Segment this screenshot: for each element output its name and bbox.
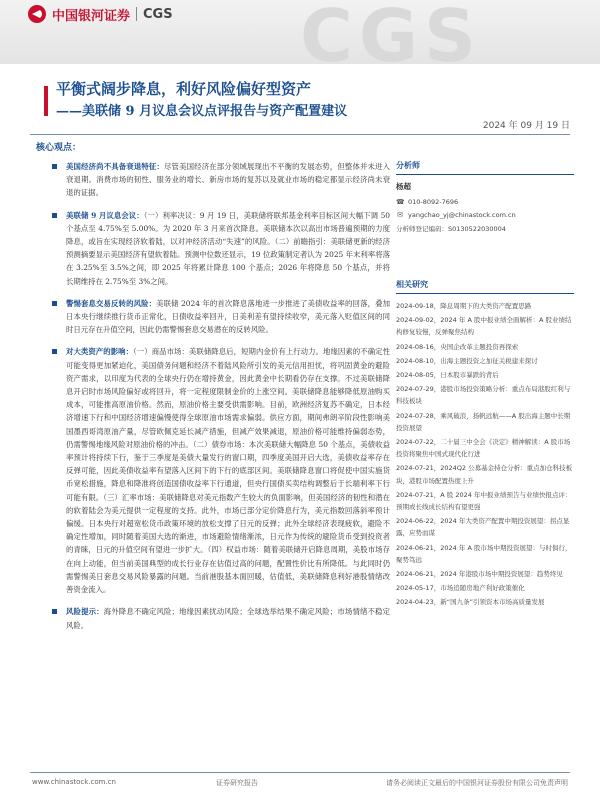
paragraph-carry-trade xyxy=(50,297,390,337)
paragraph-lead: 风险提示： xyxy=(66,607,104,617)
paragraph-lead: 美联储 9 月议息会议： xyxy=(66,210,144,220)
phone-icon: ☎ xyxy=(396,198,405,206)
paragraph-economy xyxy=(50,160,390,200)
analyst-registration: 分析师登记编码：S0130522030004 xyxy=(396,225,506,233)
analyst-name: 杨超 xyxy=(396,182,411,191)
paragraph-risk xyxy=(50,605,390,631)
related-item[interactable]: 2024-04-23，新“国九条”引领资本市场高质量发展 xyxy=(396,598,545,607)
related-item[interactable]: 2024-08-05，日本股市暴跌的背后 xyxy=(396,371,499,380)
related-item[interactable]: 2024-07-28，乘风破浪，扬帆远航——A 股出海主题中长期投资展望 xyxy=(396,411,571,432)
related-research xyxy=(396,279,574,609)
bullet-icon xyxy=(52,164,57,169)
related-item[interactable]: 2024-06-22，2024 年大类资产配置中期投资展望：拐点显露，应势而谋 xyxy=(396,517,570,538)
paragraph-text: 美联储 2024 年的首次降息落地进一步推进了美债收益率的回落，叠加日本央行继续推行货币正常化，日债收益率回升，日美利差有望持续收窄，美元落入贬值区间的同时日元存在升值空间，因此仍需警惕套息交易潜在的反转风险。 xyxy=(66,298,390,335)
sidebar xyxy=(396,160,574,611)
paragraph-text: （一）商品市场：美联储降息后，短期内金价有上行动力。地缘因素的不确定性可能变得更加紧迫化，美国债务问题和经济不着陆风险所引发的美元信用担忧，将巩固黄金的避险资产需求，以印度为代表的全球央行仍在增持黄金，因此黄金中长期看仍存在支撑。不过美联储降息开启时市场风险偏好或将回升，将一定程度限制金价的上涨空间。美联储降息能够降低原油购买成本，可能推高原油价格。然而，原油价格主要受供需影响。目前，欧洲经济复苏不确定，日本经济增速下行和中国经济增速偏慢使得全球原油市场需求偏弱。供应方面，期间弗朗辛阶段性影响美国墨西哥湾原油产量，尽管欧佩克延长减产措施，但减产效果减退，原油价格可能维持偏弱态势，仍需警惕地缘风险对原油价格的冲击。（二）债券市场：本次美联储大幅降息 50 个基点，美债收益率预计将持续下行，鉴于三季度是美债大量发行的窗口期，四季度美国开启大选，美债收益率存在反弹可能，因此美债收益率有望落入区间下的下行的底部区间。美联储降息窗口将促使中国实施货币宽松措施，降息和降准将创造国债收益率下行通道，但央行国债买卖结构调整后于长端利率下行可能有限。（三）汇率市场：美联储降息对美元指数产生较大的负面影响，但美国经济的韧性和潜在的软着陆会为美元提供一定程度的支持。此外，市场已部分定价降息行为，美元指数回落斜率预计偏缓。日本央行对超宽松货币政策环境的放松支撑了日元的反弹；此外全球经济表现疲软，避险不确定性增加，同时随着美国大选的渐进，市场避险情绪渐浓，日元作为传统的避险货币受到投资者的青睐，日元的升值空间有望进一步扩大。（四）权益市场：随着美联储开启降息周期，美股市场存在向上动能，但当前美国典型的成长行业存在估值过高的问题，配置性价比有所降低。与此同时仍需警惕美日套息交易风险暴露的问题。当前港股基本面回暖，估值低，美联储降息利好港股情绪改善资金流入。 xyxy=(66,347,390,595)
related-item[interactable]: 2024-08-10，出海主题投资之加征关税建来探讨 xyxy=(396,356,538,365)
related-item[interactable]: 2024-06-21，2024 年 A 股市场中期投资展望：与时俱行，聚势笃远 xyxy=(396,543,572,564)
email-icon: ✉ xyxy=(397,211,403,219)
related-item[interactable]: 2024-09-18，降息周期下的大类资产配置思路 xyxy=(396,302,532,310)
paragraph-text: （一）利率决议：9 月 19 日，美联储将联邦基金利率目标区间大幅下调 50 个基点至 4.75%至 5.00%。为 2020 年 3 月来首次降息。美联储本次以高出市场普遍预期的力度降息，或旨在实现经济软着陆，以对冲经济活动“失速”的风险。（二）前瞻指引：美联储更新的经济预测摘要显示美国经济有望软着陆。预测中位数还显示，19 位政策制定者认为 2025 年末利率将落在 3.25%至 3.5%之间，即 2025 年将累计降息 100 个基点；2026 年将降息 50 个基点，并将长期维持在 2.75%至 3%之间。 xyxy=(66,210,390,286)
related-item[interactable]: 2024-06-21，2024 年港股市场中期投资展望：趋势终见 xyxy=(396,570,563,579)
bullet-icon xyxy=(52,301,57,306)
email-address[interactable]: yangchao_yj@chinastock.com.cn xyxy=(408,211,516,219)
paragraph-fomc xyxy=(50,209,390,288)
report-title: 平衡式阔步降息，利好风险偏好型资产 xyxy=(56,80,312,98)
related-item[interactable]: 2024-08-16，央国企改革主题投资再探索 xyxy=(396,342,519,351)
report-date: 2024 年 09 月 19 日 xyxy=(482,121,570,131)
company-logo xyxy=(28,4,173,24)
banner-decoration: CGS xyxy=(300,0,482,64)
related-section-title: 相关研究 xyxy=(396,279,574,294)
analyst-section-title: 分析师 xyxy=(396,160,574,175)
core-views-label: 核心观点： xyxy=(36,143,82,153)
paragraph-lead: 美国经济尚不具备衰退特征： xyxy=(66,162,164,171)
paragraph-asset-impact xyxy=(50,345,390,596)
logo-icon xyxy=(28,5,46,23)
related-item[interactable]: 2024-07-21，2024Q2 公募基金持仓分析：重点加仓科技板块，港股市场配置热度上升 xyxy=(396,464,573,485)
analyst-email xyxy=(396,211,574,219)
footer-divider xyxy=(30,772,570,773)
footer-report-type: 证券研究报告 xyxy=(216,779,258,787)
title-accent-bar xyxy=(44,86,48,116)
logo-divider xyxy=(136,7,137,21)
related-item[interactable]: 2024-07-29，港股市场投资策略分析：重点布局港股红利与科技板块 xyxy=(396,385,571,406)
analyst-phone xyxy=(396,198,574,206)
company-name-cn: 中国银河证券 xyxy=(52,8,131,24)
report-subtitle: ——美联储 9 月议息会议点评报告与资产配置建议 xyxy=(56,104,348,119)
related-item[interactable]: 2024-05-17，市场追随房地产利好政策催化 xyxy=(396,584,525,593)
paragraph-lead: 对大类资产的影响： xyxy=(66,347,134,357)
company-name-en: CGS xyxy=(143,6,173,22)
header-banner xyxy=(0,0,600,64)
bullet-icon xyxy=(52,349,57,354)
phone-number: 010-8092-7696 xyxy=(408,198,459,206)
paragraph-text: 尽管美国经济在部分领域展现出不平衡的发展态势，但整体并未进入衰退期。消费市场的韧性、服务业的增长、新房市场的复苏以及就业市场的稳定都显示经济尚未衰退的证据。 xyxy=(66,162,390,198)
bullet-icon xyxy=(52,609,57,614)
header-divider xyxy=(30,134,570,135)
related-item[interactable]: 2024-09-02，2024 年 A 股中报业绩全面解析：A 股业绩结构修复较慢，反弹聚焦结构 xyxy=(396,316,572,337)
paragraph-text: 海外降息不确定风险；地缘因素扰动风险；全球选举结果不确定风险；市场情绪不稳定风险。 xyxy=(66,607,390,630)
related-item[interactable]: 2024-07-22，二十届三中全会《决定》精神解读：A 股市场投资将聚焦中国式现代化行进 xyxy=(396,438,571,459)
footer-disclaimer: 请务必阅读正文最后的中国银河证券股份有限公司免责声明 xyxy=(386,779,568,787)
footer-website[interactable]: www.chinastock.com.cn xyxy=(32,778,116,786)
core-views xyxy=(50,160,390,641)
paragraph-lead: 警惕套息交易反转的风险： xyxy=(66,298,157,308)
bullet-icon xyxy=(52,213,57,218)
related-item[interactable]: 2024-07-21，A 股 2024 年中报业绩预告与业绩快报点评：预期或长线成长结构有望更强 xyxy=(396,490,572,512)
